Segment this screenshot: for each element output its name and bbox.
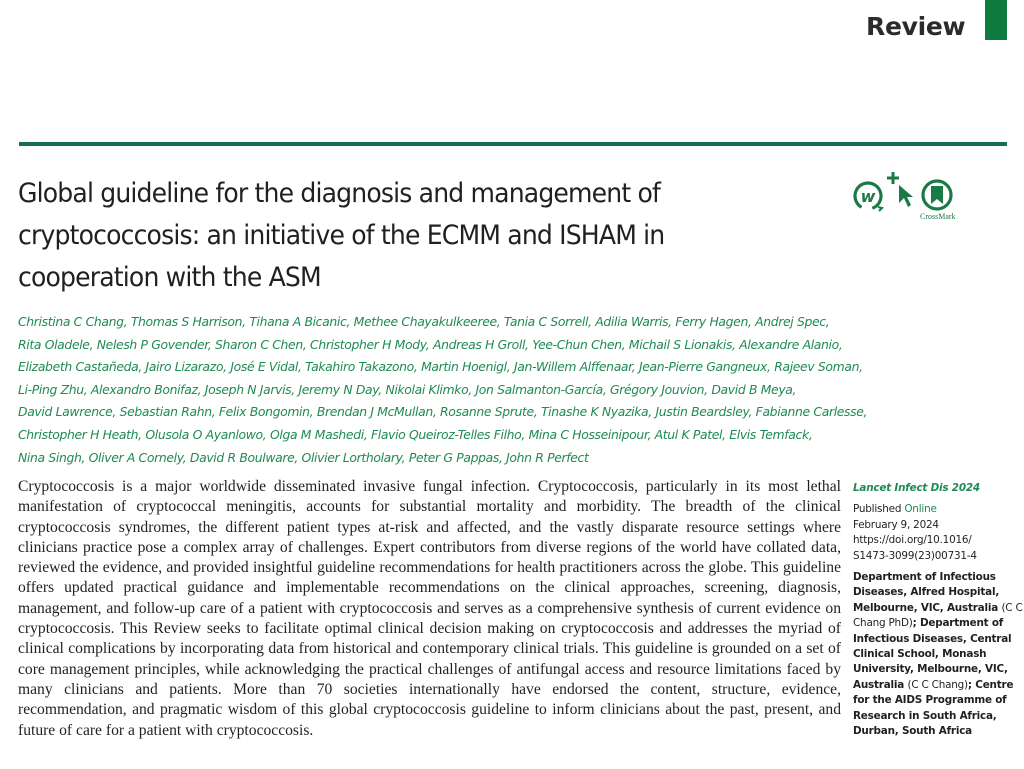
author-line: Li-Ping Zhu, Alexandro Bonifaz, Joseph N Jarvis, Jeremy N Day, Nikolai Klimko, Jon Salmanton-García, Grégory Jouvion, David B Meya, [18,381,797,397]
plus-cursor-icon[interactable] [886,170,916,210]
affiliation-person: (C C Chang PhD) [853,601,1023,630]
author-line: Christina C Chang, Thomas S Harrison, Tihana A Bicanic, Methee Chayakulkeeree, Tania C Sorrell, Adilia Warris, Ferry Hagen, Andrej Spec, [18,314,830,329]
section-color-bar [985,0,1007,40]
article-title: Global guideline for the diagnosis and management of cryptococcosis: an initiative of the ECMM and ISHAM in cooperation with the ASM [18,178,665,293]
affiliation-person: (C C Chang) [907,678,968,691]
published-date: February 9, 2024 [853,518,939,531]
affiliation: Department of Infectious Diseases, Alfred Hospital, Melbourne, VIC, Australia [853,571,1000,614]
doi-link-part2[interactable]: S1473-3099(23)00731-4 [853,549,977,562]
title-divider [19,142,1007,146]
journal-citation: Lancet Infect Dis 2024 [853,482,980,494]
published-online-label: Online [904,503,937,516]
doi-link-part1[interactable]: https://doi.org/10.1016/ [853,534,972,547]
author-line: Rita Oladele, Nelesh P Govender, Sharon C Chen, Christopher H Mody, Andreas H Groll, Yee-Chun Chen, Michail S Lionakis, Alexandre Alanio, [18,336,843,352]
author-list [18,311,868,469]
affiliation: ; Department of Infectious Diseases, Central Clinical School, Monash University, Melbourne, VIC, Australia [853,617,1012,691]
author-line: Elizabeth Castañeda, Jairo Lizarazo, José E Vidal, Takahiro Takazono, Martin Hoenigl, Jan-Willem Alffenaar, Jean-Pierre Gangneux, Rajeev Soman, [18,359,863,375]
author-line: David Lawrence, Sebastian Rahn, Felix Bongomin, Brendan J McMullan, Rosanne Sprute, Tinashe K Nyazika, Justin Beardsley, Fabianne Carlesse, [18,404,868,420]
open-access-w-icon[interactable] [852,180,884,212]
affiliations [853,570,1023,739]
publication-info [853,502,1023,564]
author-line: Nina Singh, Oliver A Cornely, David R Boulware, Olivier Lortholary, Peter G Pappas, John R Perfect [18,449,589,465]
article-sidebar [853,481,1023,740]
affiliation: ; Centre for the AIDS Programme of Research in South Africa, Durban, South Africa [853,678,1014,738]
published-online-line [853,502,1023,517]
abstract-text: Cryptococcosis is a major worldwide disseminated invasive fungal infection. Cryptococcosis, particularly in its most lethal manifestation of cryptococcal meningitis, accounts for substantial mortality and morbidity. The breadth of the clinical cryptococcosis syndromes, the different patient types at-risk and affected, and the vastly disparate resource settings where clinicians practice pose a complex array of challenges. Expert contributors from diverse regions of the world have collated data, reviewed the evidence, and provided insightful guideline recommendations for health practitioners across the globe. This guideline offers updated practical guidance and implementable recommendations on the clinical approaches, screening, diagnosis, management, and follow-up care of a patient with cryptococcosis and serves as a comprehensive synthesis of current evidence on cryptococcosis. This Review seeks to facilitate optimal clinical decision making on cryptococcosis and addresses the myriad of clinical complications by incorporating data from historical and contemporary clinical trials. This guideline is grounded on a set of core management principles, while acknowledging the practical challenges of antifungal access and resource limitations faced by many clinicians and patients. More than 70 societies internationally have endorsed the content, structure, evidence, recommendation, and pragmatic wisdom of this global cryptococcosis guideline to inform clinicians about the past, present, and future of care for a patient with cryptococcosis. [18,478,841,739]
crossmark-label: CrossMark [920,212,956,221]
svg-text:w: w [860,187,876,206]
published-prefix: Published [853,503,905,516]
crossmark-bookmark-icon[interactable] [920,178,954,212]
section-label: Review [866,12,966,41]
author-line: Christopher H Heath, Olusola O Ayanlowo, Olga M Mashedi, Flavio Queiroz-Telles Filho, Mina C Hosseinipour, Atul K Patel, Elvis Temfack, [18,426,813,442]
